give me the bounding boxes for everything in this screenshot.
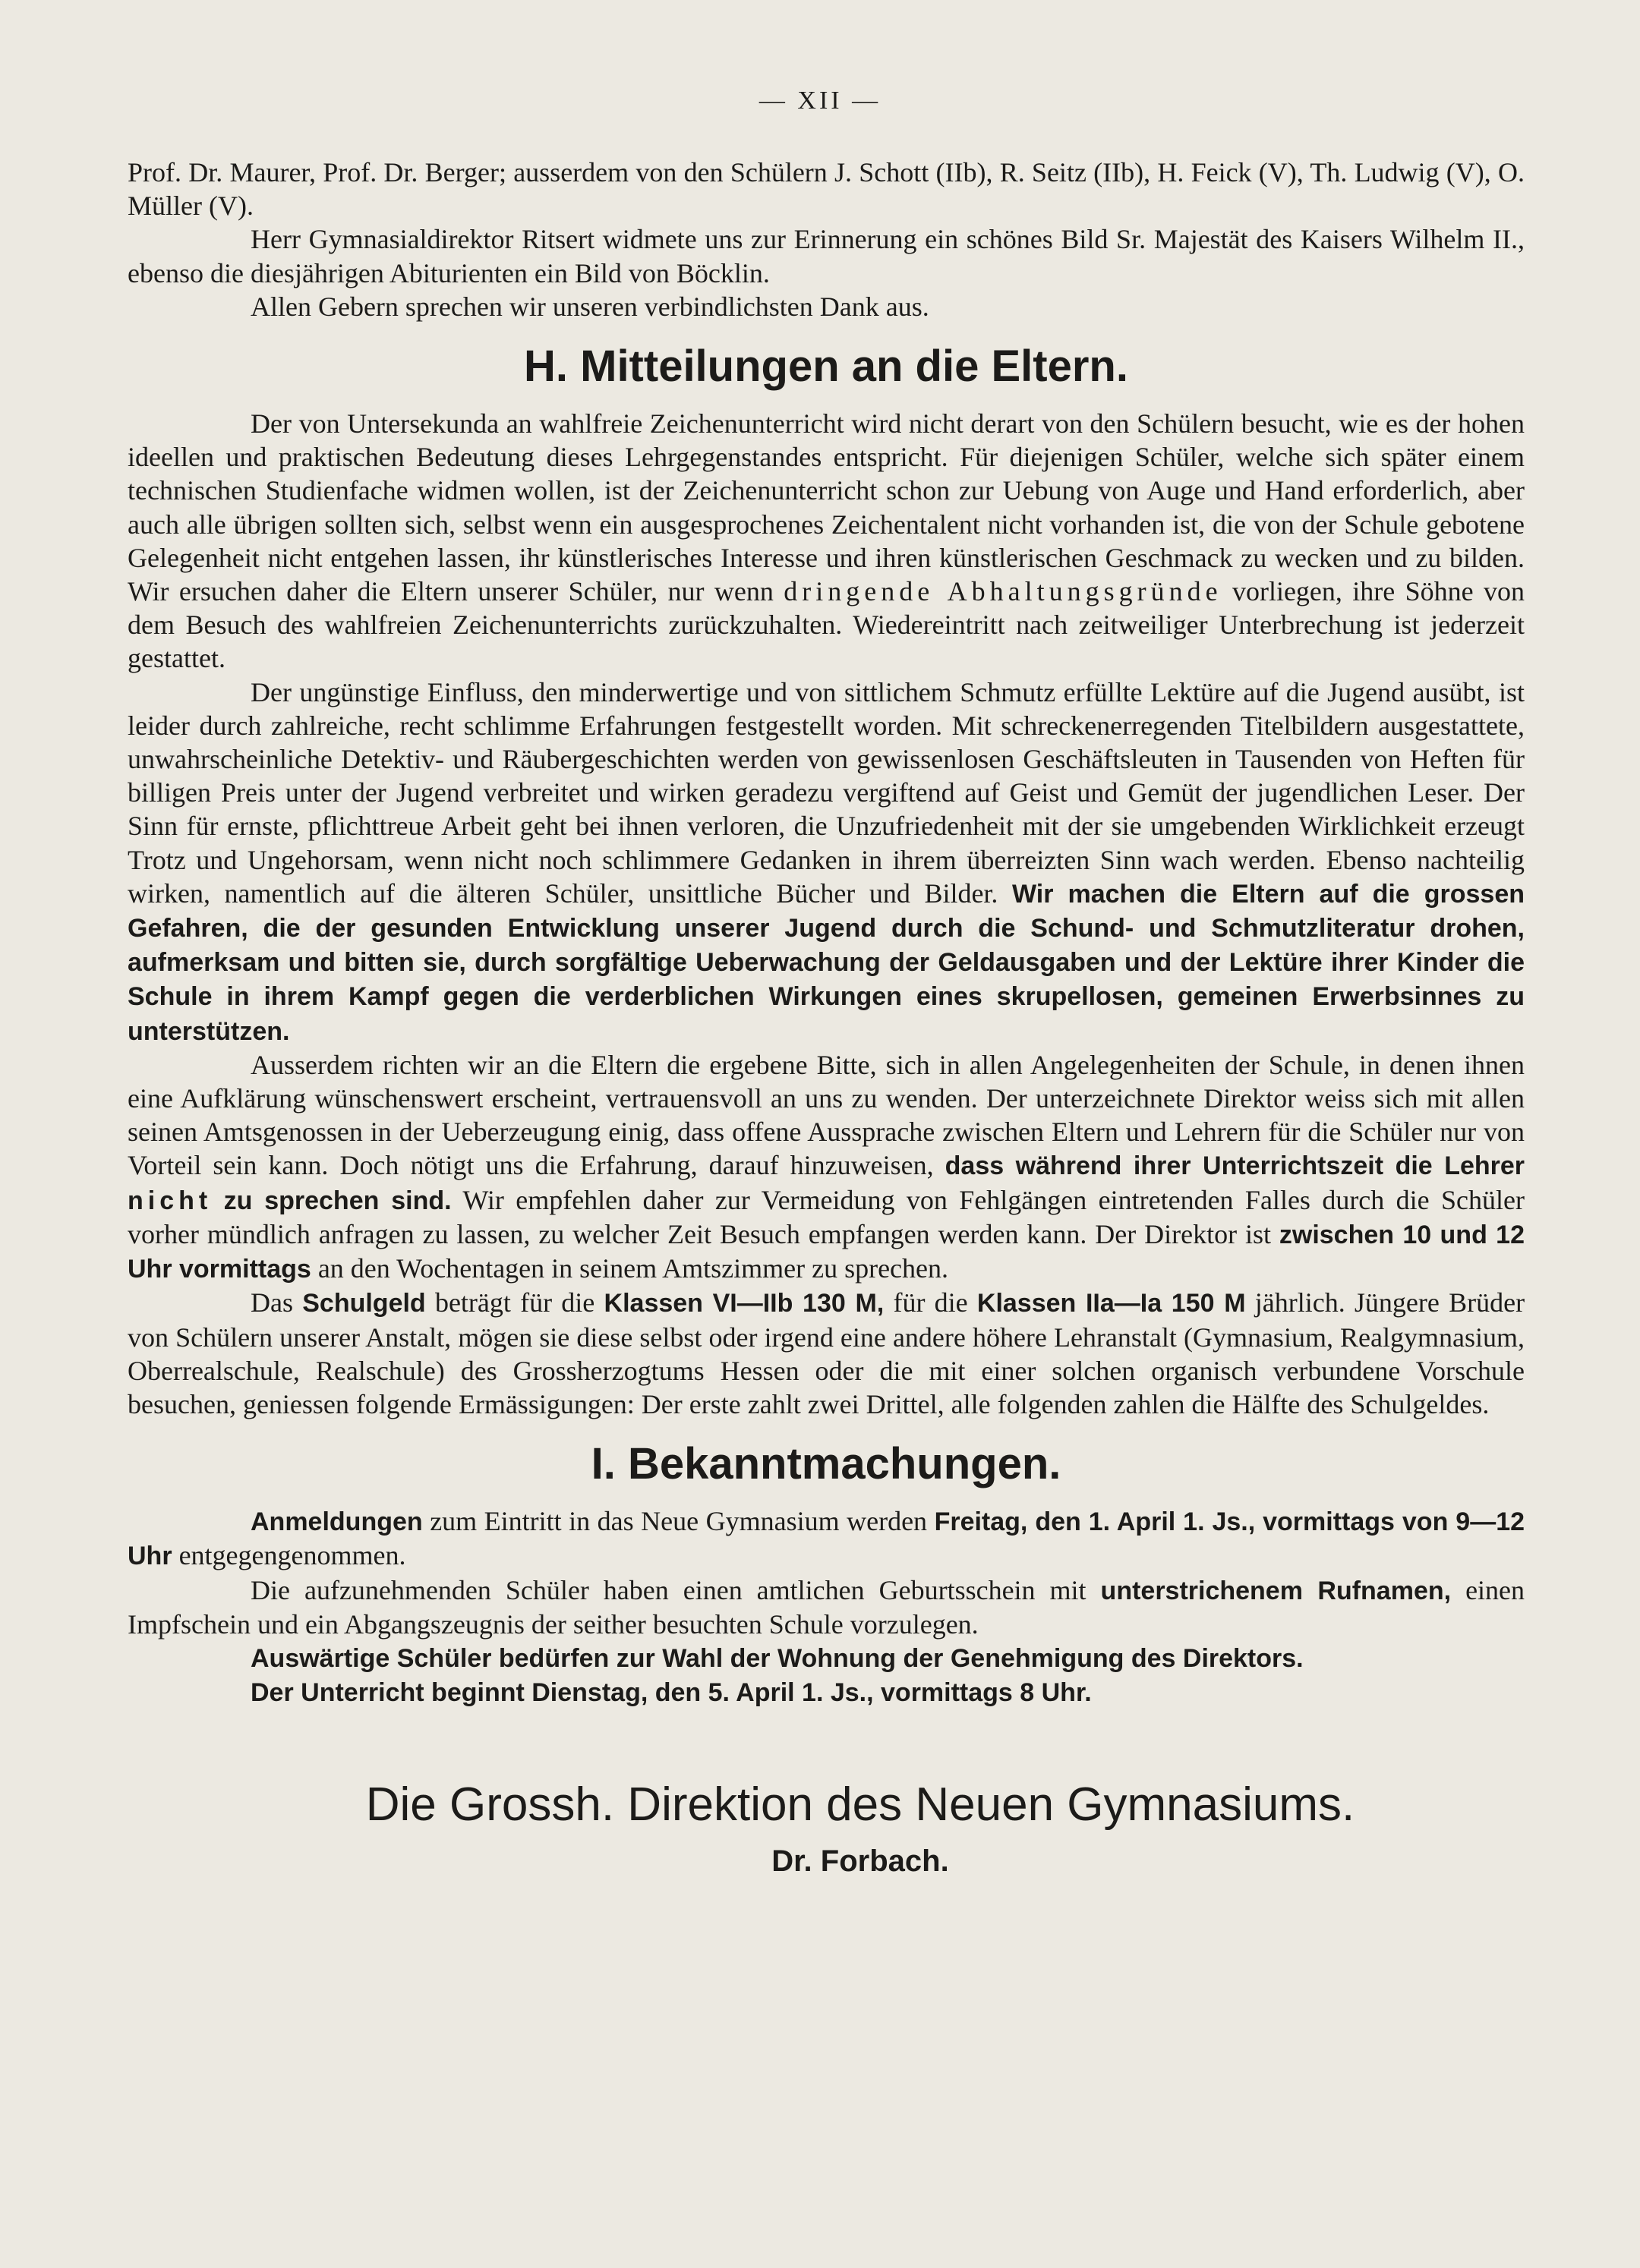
tuition-text-d: jährlich. Jüngere Brüder von Schülern unserer Anstalt, mögen sie diese selbst oder irgend eine andere höhere Lehranstalt (Gymnasium, Realgymnasium, Oberrealschule, Realschule) des Grossherzogtums Hessen oder die mit einer solchen organisch verbundene Vorschule besuchen, geniessen folgende Ermässigungen: Der erste zahlt zwei Drittel, alle folgenden zahlen die Hälfte des Schulgeldes.	[128, 1287, 1525, 1419]
literature-text: Der ungünstige Einfluss, den minderwertige und von sittlichem Schmutz erfüllte Lektüre auf die Jugend ausübt, ist leider durch zahlreiche, recht schlimme Erfahrungen festgestellt worden. Mit schreckenerregenden Titelbildern ausgestattete, unwahrscheinliche Detektiv- und Räubergeschichten werden von gewissenlosen Geschäftsleuten in Tausenden von Heften für billigen Preis unter der Jugend verbreitet und wirken geradezu vergiftend auf Geist und Gemüt der jugendlichen Leser. Der Sinn für ernste, pflichttreue Arbeit geht bei ihnen verloren, die Unzufriedenheit mit der sie umgebenden Wirklichkeit erzeugt Trotz und Ungehorsam, wenn nicht noch schlimmere Gedanken in ihrem überreizten Sinn wach werden. Ebenso nachteilig wirken, namentlich auf die älteren Schüler, unsittliche Bücher und Bilder.	[128, 676, 1525, 909]
contact-text-c: an den Wochentagen in seinem Amtszimmer zu sprechen.	[317, 1253, 949, 1284]
tuition-paragraph	[128, 1286, 1525, 1421]
intro-paragraph-thanks: Allen Gebern sprechen wir unseren verbindlichsten Dank aus.	[251, 291, 929, 322]
tuition-text-b: beträgt für die	[434, 1287, 595, 1318]
page-number: — XII —	[758, 87, 882, 115]
tuition-bold-schulgeld: Schulgeld	[302, 1289, 426, 1318]
registration-text-a: zum Eintritt in das Neue Gymnasium werden	[430, 1506, 928, 1537]
section-h-heading: H. Mitteilungen an die Eltern.	[524, 342, 1128, 392]
drawing-class-text-b: vorliegen, ihre Söhne von dem Besuch des wahlfreien Zeichenunterrichts zurückzuhalten. Wiedereintritt nach zeitweiliger Unterbrechung ist jederzeit gestattet.	[128, 576, 1525, 674]
tuition-text-a: Das	[251, 1287, 293, 1318]
contact-bold-text-1: dass während ihrer Unterrichtszeit die Lehrer	[945, 1151, 1525, 1181]
documents-text-b: einen Impfschein und ein Abgangszeugnis der seither besuchten Schule vorzulegen.	[128, 1574, 1525, 1640]
drawing-class-paragraph	[128, 407, 1525, 676]
contact-text-a: Ausserdem richten wir an die Eltern die ergebene Bitte, sich in allen Angelegenheiten der Schule, in denen ihnen eine Aufklärung wünschenswert erscheint, vertrauensvoll an uns zu wenden. Der unterzeichnete Direktor weiss sich mit allen seinen Amtsgenossen in der Ueberzeugung einig, dass offene Aussprache zwischen Eltern und Lehrern für die Schüler nur von Vorteil sein kann. Doch nötigt uns die Erfahrung, darauf hinzuweisen,	[128, 1049, 1525, 1181]
signature-name: Dr. Forbach.	[771, 1844, 949, 1879]
documents-text-a: Die aufzunehmenden Schüler haben einen amtlichen Geburtsschein mit	[251, 1574, 1086, 1605]
intro-paragraph-pictures: Herr Gymnasialdirektor Ritsert widmete uns zur Erinnerung ein schönes Bild Sr. Majestät des Kaisers Wilhelm II., ebenso die diesjährigen Abiturienten ein Bild von Böcklin.	[128, 224, 1525, 288]
tuition-text-c: für die	[893, 1287, 968, 1318]
documents-bold: unterstrichenem Rufnamen,	[1100, 1576, 1452, 1605]
documents-paragraph	[128, 1573, 1525, 1641]
school-start-paragraph	[128, 1675, 1525, 1709]
tuition-bold-upper-classes: Klassen IIa—Ia 150 M	[976, 1289, 1246, 1318]
contact-bold-spaced-text: nicht	[128, 1186, 213, 1215]
tuition-bold-lower-classes: Klassen VI—IIb 130 M,	[604, 1289, 885, 1318]
drawing-class-text-a: Der von Untersekunda an wahlfreie Zeichenunterricht wird nicht derart von den Schülern besucht, wie es der hohen ideellen und praktischen Bedeutung dieses Lehrgegenstandes entspricht. Für diejenigen Schüler, welche sich später einem technischen Studienfache widmen wollen, ist der Zeichenunterricht schon zur Uebung von Auge und Hand erforderlich, aber auch alle übrigen sollten sich, selbst wenn ein ausgesprochenes Zeichentalent nicht vorhanden ist, die von der Schule gebotene Gelegenheit nicht entgehen lassen, ihr künstlerisches Interesse und ihren künstlerischen Geschmack zu wecken und zu bilden. Wir ersuchen daher die Eltern unserer Schüler, nur wenn	[128, 408, 1525, 607]
housing-paragraph	[128, 1641, 1525, 1675]
drawing-class-spaced-text: dringende Abhaltungsgründe	[784, 576, 1222, 607]
contact-text-b: Wir empfehlen daher zur Vermeidung von Fehlgängen eintretenden Falles durch die Schüler vorher mündlich anfragen zu lassen, zu welcher Zeit Besuch empfangen werden kann. Der Direktor ist	[128, 1184, 1525, 1249]
housing-bold: Auswärtige Schüler bedürfen zur Wahl der Wohnung der Genehmigung des Direktors.	[251, 1643, 1304, 1673]
registration-bold-1: Anmeldungen	[251, 1507, 423, 1537]
registration-paragraph	[128, 1504, 1525, 1573]
literature-bold-text: Wir machen die Eltern auf die grossen Gefahren, die der gesunden Entwicklung unserer Jugend durch die Schund- und Schmutzliteratur drohen, aufmerksam und bitten sie, durch sorgfältige Ueberwachung der Geldausgaben und der Lektüre ihrer Kinder die Schule in ihrem Kampf gegen die verderblichen Wirkungen eines skrupellosen, gemeinen Erwerbsinnes zu unterstützen.	[128, 879, 1525, 1046]
page-content	[128, 156, 1525, 1879]
intro-paragraph-donors: Prof. Dr. Maurer, Prof. Dr. Berger; ausserdem von den Schülern J. Schott (IIb), R. Seitz (IIb), H. Feick (V), Th. Ludwig (V), O. Müller (V).	[128, 157, 1525, 222]
registration-text-b: entgegengenommen.	[178, 1540, 406, 1571]
signature-institution: Die Grossh. Direktion des Neuen Gymnasiums.	[365, 1778, 1355, 1832]
literature-paragraph	[128, 676, 1525, 1048]
section-i-heading: I. Bekanntmachungen.	[591, 1439, 1061, 1489]
contact-paragraph	[128, 1048, 1525, 1286]
registration-bold-date: Freitag, den 1. April 1. Js., vormittags von 9—12 Uhr	[128, 1507, 1525, 1571]
contact-bold-text-2: zu sprechen sind.	[223, 1186, 452, 1215]
contact-bold-hours: zwischen 10 und 12 Uhr vormittags	[128, 1220, 1525, 1284]
school-start-bold: Der Unterricht beginnt Dienstag, den 5. April 1. Js., vormittags 8 Uhr.	[251, 1678, 1092, 1708]
